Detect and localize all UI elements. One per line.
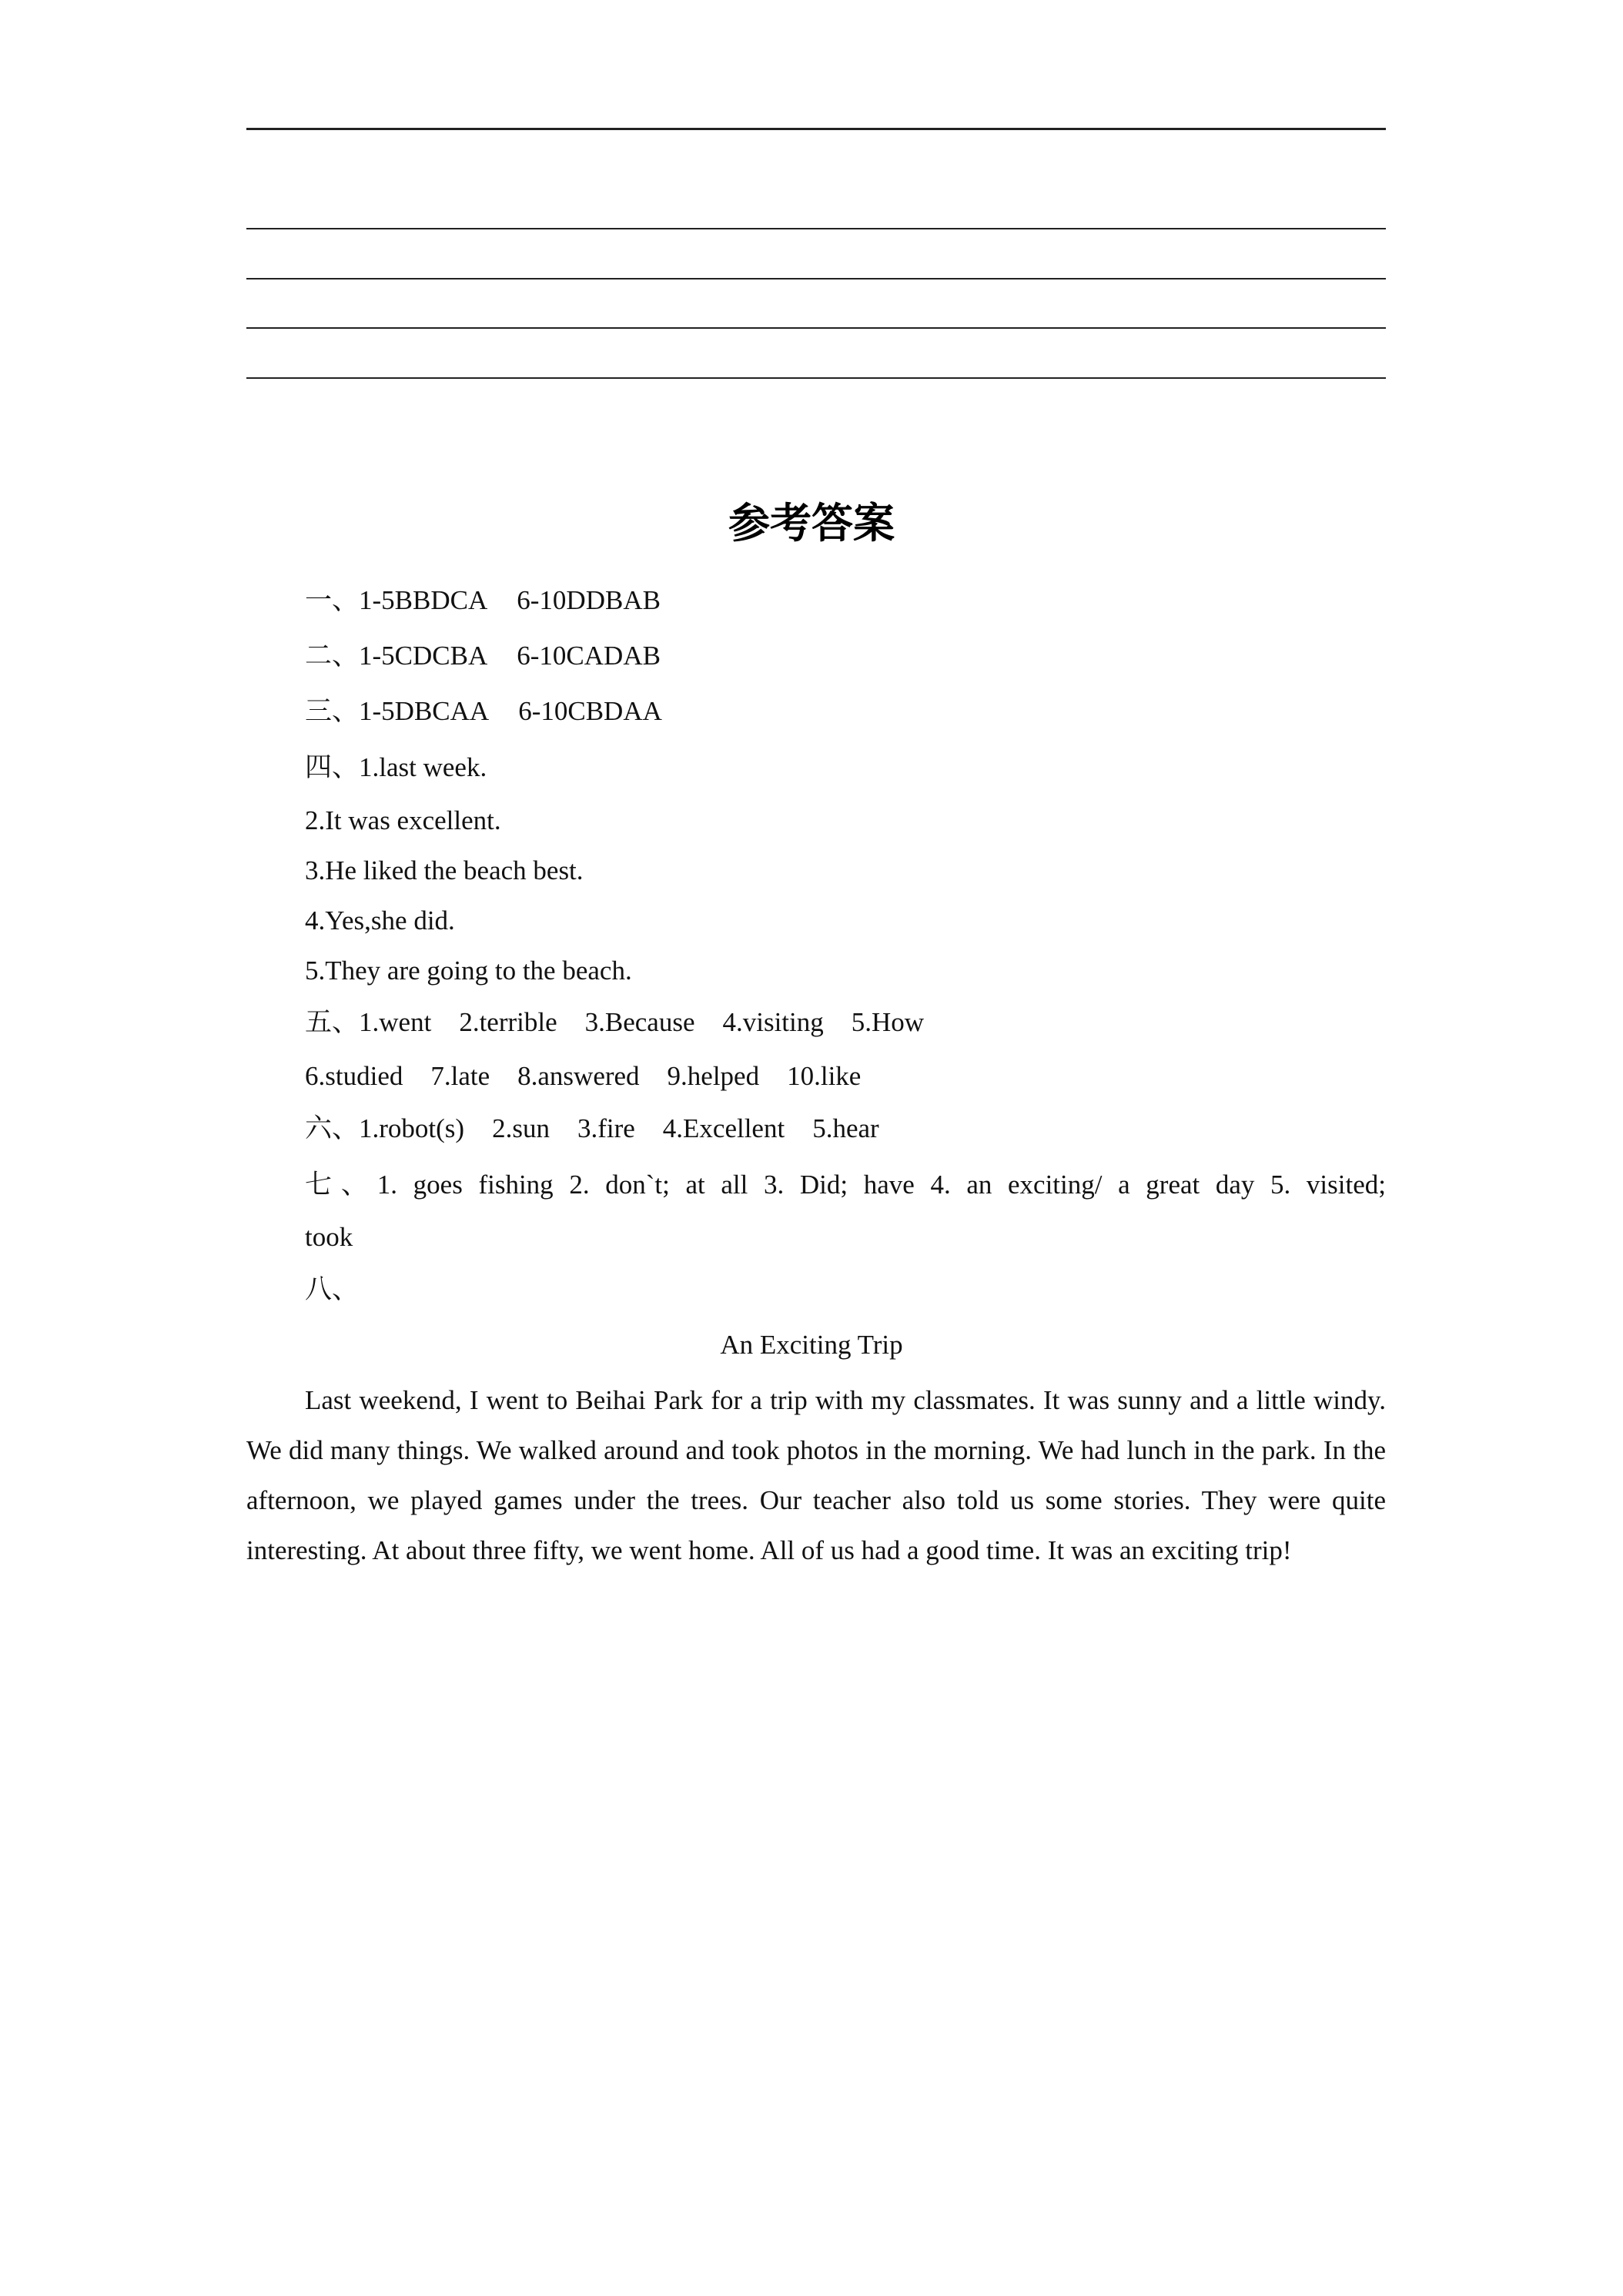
answer-group: 6-10CBDAA: [518, 696, 662, 726]
writing-line: [246, 327, 1386, 329]
section-label: 八、: [305, 1274, 360, 1304]
section-label: 二、: [305, 641, 360, 671]
page-title: 参考答案: [728, 499, 895, 547]
answer-item-line: [305, 1218, 353, 1257]
answer-group: 6-10DDBAB: [517, 585, 661, 615]
section-label: 六、: [305, 1113, 360, 1143]
section-label: 三、: [305, 696, 360, 726]
answer-item: 5.They are going to the beach.: [305, 956, 632, 986]
section-label: 七、: [305, 1170, 377, 1200]
section-label: 四、: [305, 752, 360, 782]
answer-section-1: [305, 581, 661, 620]
answer-item: 3.fire: [577, 1113, 635, 1143]
answer-item: 4. an exciting/ a great day: [930, 1170, 1255, 1200]
answer-item: 3. Did; have: [763, 1170, 915, 1200]
answer-group: 1-5BBDCA: [359, 585, 488, 615]
answer-item: 5.hear: [812, 1113, 879, 1143]
answer-item: 4.visiting: [722, 1007, 824, 1037]
answer-section-3: [305, 692, 662, 731]
answer-item: 6.studied: [305, 1061, 403, 1091]
answer-item: 1.last week.: [359, 752, 487, 782]
answer-continuation: took: [305, 1222, 353, 1252]
answer-section-6: [305, 1110, 879, 1148]
essay-title: An Exciting Trip: [720, 1330, 903, 1360]
section-label: 一、: [305, 585, 360, 615]
answer-item: 2.terrible: [459, 1007, 557, 1037]
answer-item: 2.It was excellent.: [305, 805, 501, 835]
answer-section-7: [305, 1166, 1386, 1204]
answer-item: 1.went: [359, 1007, 432, 1037]
answer-item-line: [305, 902, 455, 940]
answer-item-line: [305, 802, 501, 840]
writing-line: [246, 377, 1386, 379]
answer-item: 2.sun: [492, 1113, 550, 1143]
writing-line: [246, 278, 1386, 279]
answer-section-5: [305, 1003, 924, 1042]
answer-item: 7.late: [430, 1061, 490, 1091]
essay-paragraph: Last weekend, I went to Beihai Park for a trip with my classmates. It was sunny and a little windy. We did many things. We walked around and took photos in the morning. We had lunch in the park. In the afternoon, we played games under the trees. Our teacher also told us some stories. They were quite interesting. At about three fifty, we went home. All of us had a good time. It was an exciting trip!: [246, 1385, 1386, 1565]
answer-item-line: [305, 952, 632, 990]
answer-item: 1.robot(s): [359, 1113, 465, 1143]
answer-item: 3.Because: [584, 1007, 695, 1037]
answer-item: 2. don`t; at all: [569, 1170, 748, 1200]
answer-group: 1-5CDCBA: [359, 641, 488, 671]
writing-line: [246, 228, 1386, 229]
answer-item: 10.like: [787, 1061, 862, 1091]
answer-item: 1. goes fishing: [376, 1170, 554, 1200]
writing-line-top: [246, 128, 1386, 130]
answer-item: 8.answered: [517, 1061, 640, 1091]
answer-item: 9.helped: [667, 1061, 760, 1091]
answer-group: 1-5DBCAA: [359, 696, 490, 726]
answer-item: 5.How: [851, 1007, 925, 1037]
answer-item: 4.Excellent: [662, 1113, 785, 1143]
answer-item: 3.He liked the beach best.: [305, 855, 584, 885]
answer-section-2: [305, 637, 661, 675]
answer-item: 4.Yes,she did.: [305, 905, 455, 935]
answer-group: 6-10CADAB: [517, 641, 661, 671]
section-label: 五、: [305, 1007, 360, 1037]
answer-item-line: [305, 852, 584, 890]
answer-item-line: [305, 1057, 861, 1096]
answer-section-4: [305, 748, 487, 787]
answer-item: 5. visited;: [1270, 1170, 1386, 1200]
answer-section-8: [305, 1270, 359, 1309]
